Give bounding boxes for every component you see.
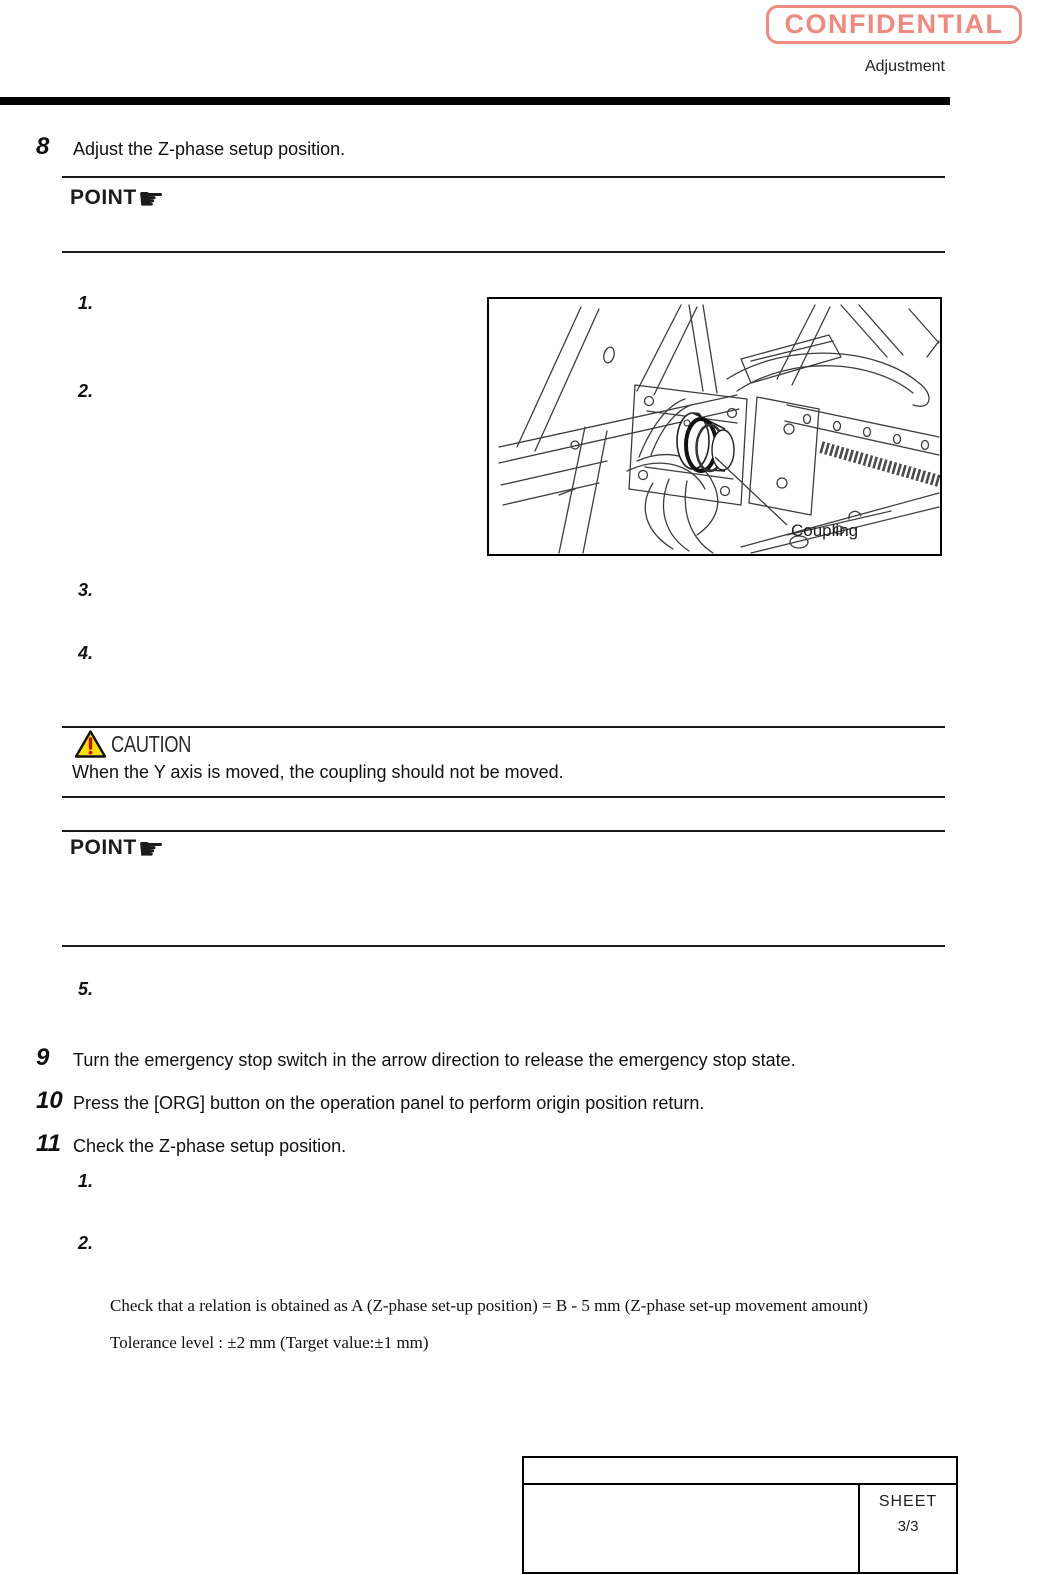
point-label: POINT — [70, 186, 137, 209]
point-block-1 — [70, 183, 165, 216]
warning-triangle-icon — [74, 729, 107, 759]
sheet-table-top-row — [524, 1458, 956, 1485]
point-block-2 — [70, 833, 165, 866]
step-10-text: Press the [ORG] button on the operation panel to perform origin position return. — [73, 1093, 705, 1113]
rule-point2-bottom — [62, 945, 945, 947]
step-8-text: Adjust the Z-phase setup position. — [73, 139, 346, 159]
rule-point2-top — [62, 830, 945, 832]
rule-caution-top — [62, 726, 945, 728]
step-11-number: 11 — [36, 1130, 61, 1157]
coupling-line-drawing — [489, 299, 940, 554]
point-label: POINT — [70, 836, 137, 859]
pointing-hand-icon: ☛ — [137, 833, 165, 866]
substep-8-4: 4. — [78, 643, 94, 663]
step-9 — [36, 1044, 796, 1071]
step-8-number: 8 — [36, 133, 50, 160]
tolerance-note: Tolerance level : ±2 mm (Target value:±1 mm) — [110, 1333, 429, 1352]
step-9-number: 9 — [36, 1044, 50, 1071]
rule-point1-bottom — [62, 251, 945, 253]
substep-8-2: 2. — [78, 381, 94, 401]
sheet-table-left-cell — [524, 1485, 860, 1572]
leader-line — [715, 457, 787, 525]
header-divider-bar — [0, 97, 950, 105]
step-9-text: Turn the emergency stop switch in the arrow direction to release the emergency stop state. — [73, 1050, 796, 1070]
caution-header — [74, 729, 211, 759]
caution-text: When the Y axis is moved, the coupling should not be moved. — [72, 762, 564, 782]
step-8 — [36, 133, 346, 160]
sheet-table-right-cell — [860, 1485, 956, 1572]
substep-8-3: 3. — [78, 580, 94, 600]
confidential-stamp: CONFIDENTIAL — [766, 5, 1022, 44]
relation-note: Check that a relation is obtained as A (Z-phase set-up position) = B - 5 mm (Z-phase set-up movement amount) — [110, 1296, 868, 1315]
substep-11-2: 2. — [78, 1233, 94, 1253]
substep-8-1: 1. — [78, 293, 94, 313]
substep-8-5: 5. — [78, 979, 94, 999]
figure-caption: Coupling — [791, 521, 859, 540]
section-label: Adjustment — [864, 58, 945, 75]
step-10-number: 10 — [36, 1087, 63, 1114]
caution-label: CAUTION — [111, 730, 191, 757]
sheet-number: 3/3 — [897, 1518, 919, 1535]
step-11 — [36, 1130, 347, 1157]
ball-screw — [821, 447, 939, 481]
sheet-info-table — [522, 1456, 958, 1574]
rule-caution-bottom — [62, 796, 945, 798]
substep-11-1: 1. — [78, 1171, 94, 1191]
pointing-hand-icon: ☛ — [137, 183, 165, 216]
figure-coupling — [487, 297, 942, 556]
step-10 — [36, 1087, 705, 1114]
step-11-text: Check the Z-phase setup position. — [73, 1136, 347, 1156]
sheet-label: SHEET — [878, 1493, 938, 1510]
rule-point1-top — [62, 176, 945, 178]
